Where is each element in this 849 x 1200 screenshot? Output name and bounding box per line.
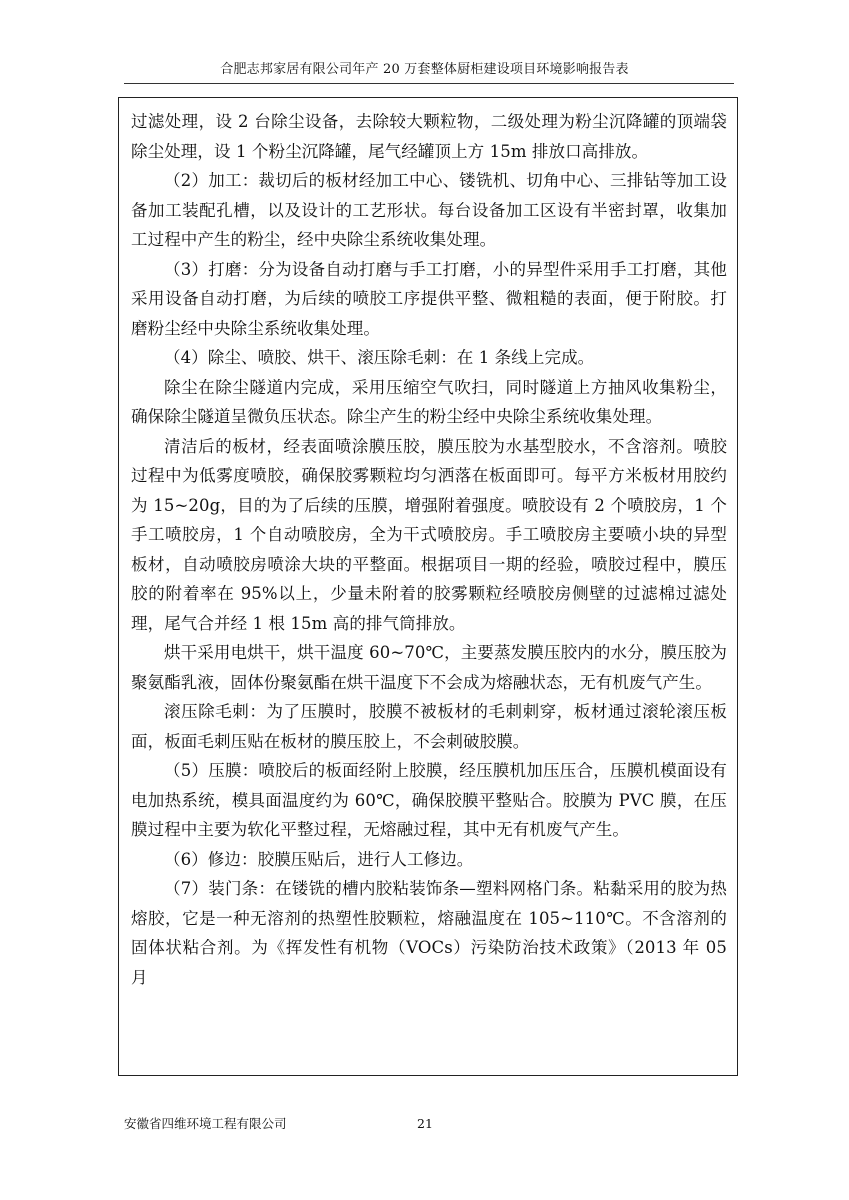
body-paragraph: 过滤处理，设 2 台除尘设备，去除较大颗粒物，二级处理为粉尘沉降罐的顶端袋除尘处理，设 1 个粉尘沉降罐，尾气经罐顶上方 15m 排放口高排放。 [131,112,727,161]
body-paragraph: （7）装门条：在镂铣的槽内胶粘装饰条—塑料网格门条。粘黏采用的胶为热熔胶，它是一种无溶剂的热塑性胶颗粒，熔融温度在 105~110℃。不含溶剂的固体状粘合剂。为《挥发性有机物（VOCs）污染防治技术政策》（2013 年 05 月 [131,879,727,987]
body-paragraph: （2）加工：裁切后的板材经加工中心、镂铣机、切角中心、三排钻等加工设备加工装配孔槽，以及设计的工艺形状。每台设备加工区设有半密封罩，收集加工过程中产生的粉尘，经中央除尘系统收集处理。 [131,171,727,249]
content-box [118,97,738,1076]
body-paragraph: 除尘在除尘隧道内完成，采用压缩空气吹扫，同时隧道上方抽风收集粉尘，确保除尘隧道呈微负压状态。除尘产生的粉尘经中央除尘系统收集处理。 [131,377,727,426]
body-paragraph: （3）打磨：分为设备自动打磨与手工打磨，小的异型件采用手工打磨，其他采用设备自动打磨，为后续的喷胶工序提供平整、微粗糙的表面，便于附胶。打磨粉尘经中央除尘系统收集处理。 [131,259,727,338]
header-rule [124,83,734,84]
body-paragraph: （4）除尘、喷胶、烘干、滚压除毛刺：在 1 条线上完成。 [164,348,595,367]
page-header-title: 合肥志邦家居有限公司年产 20 万套整体厨柜建设项目环境影响报告表 [220,62,629,77]
body-paragraph: 烘干采用电烘干，烘干温度 60~70℃，主要蒸发膜压胶内的水分，膜压胶为聚氨酯乳液，固体份聚氨酯在烘干温度下不会成为熔融状态，无有机废气产生。 [131,643,727,692]
body-paragraph: 滚压除毛刺：为了压膜时，胶膜不被板材的毛刺刺穿，板材通过滚轮滚压板面，板面毛刺压贴在板材的膜压胶上，不会刺破胶膜。 [131,702,727,751]
body-paragraph: （5）压膜：喷胶后的板面经附上胶膜，经压膜机加压压合，压膜机模面设有电加热系统，模具面温度约为 60℃，确保胶膜平整贴合。胶膜为 PVC 膜，在压膜过程中主要为软化平整过程，无熔融过程，其中无有机废气产生。 [131,761,727,839]
body-paragraph: 清洁后的板材，经表面喷涂膜压胶，膜压胶为水基型胶水，不含溶剂。喷胶过程中为低雾度喷胶，确保胶雾颗粒均匀洒落在板面即可。每平方米板材用胶约为 15~20g，目的为了后续的压膜，增强附着强度。喷胶设有 2 个喷胶房，1 个手工喷胶房，1 个自动喷胶房，全为干式喷胶房。手工喷胶房主要喷小块的异型板材，自动喷胶房喷涂大块的平整面。根据项目一期的经验，喷胶过程中，膜压胶的附着率在 95%以上，少量未附着的胶雾颗粒经喷胶房侧壁的过滤棉过滤处理，尾气合并经 1 根 15m 高的排气筒排放。 [131,436,727,633]
page-number: 21 [417,1116,433,1131]
content-body [131,107,727,992]
footer-company: 安徽省四维环境工程有限公司 [124,1116,287,1131]
body-paragraph: （6）修边：胶膜压贴后，进行人工修边。 [164,849,474,869]
